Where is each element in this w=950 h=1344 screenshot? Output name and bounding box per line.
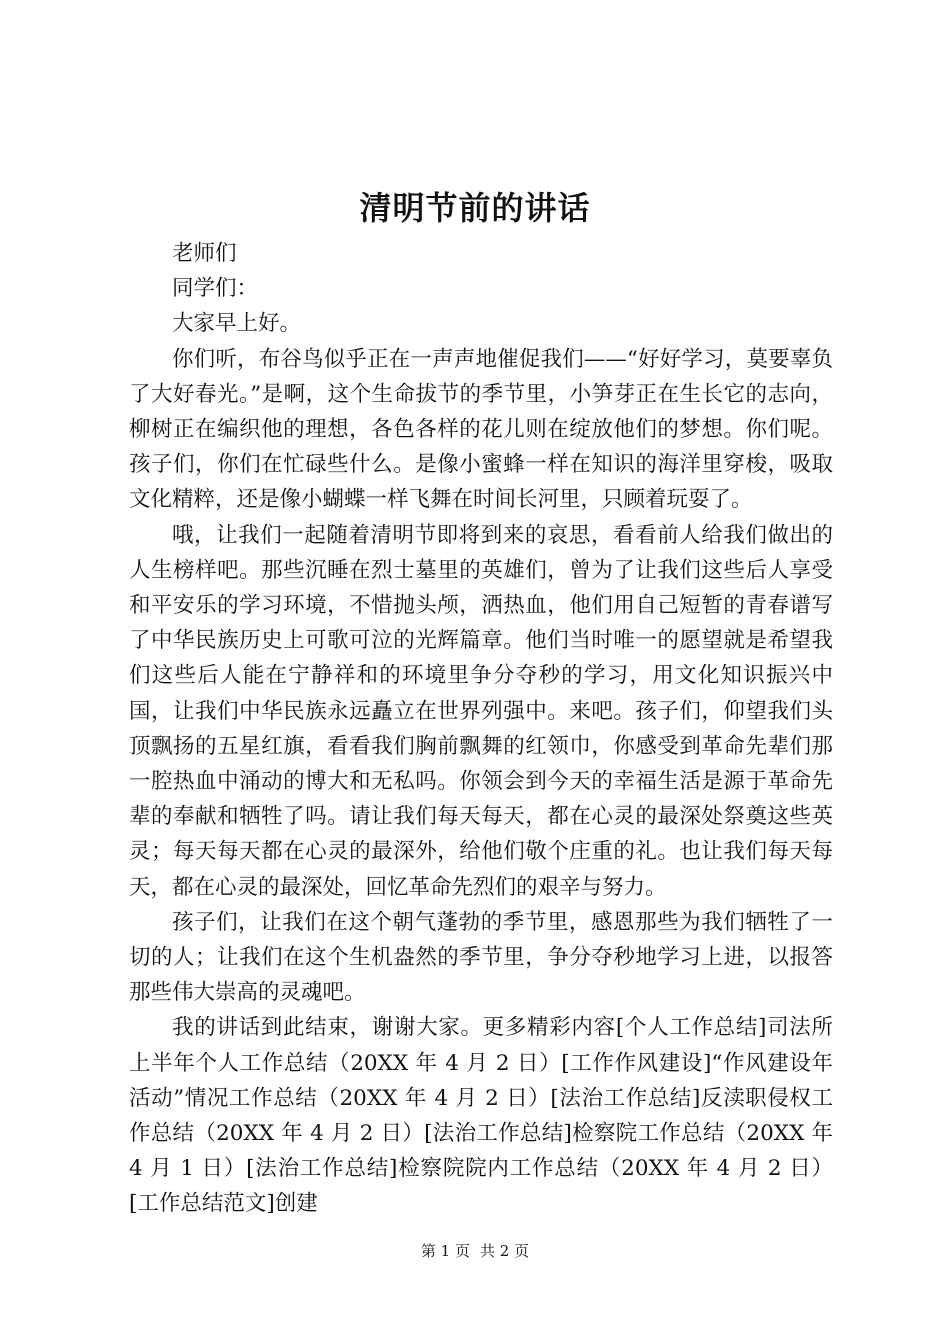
page-footer: [0, 1241, 950, 1261]
page-total: 共 2 页: [480, 1242, 530, 1260]
document-title: 清明节前的讲话: [359, 189, 591, 227]
body-paragraph: 哦，让我们一起随着清明节即将到来的哀思，看看前人给我们做出的人生榜样吧。那些沉睡在烈士墓里的英雄们，曾为了让我们这些后人享受和平安乐的学习环境，不惜抛头颅，洒热血，他们用自己短暂的青春谱写了中华民族历史上可歌可泣的光辉篇章。他们当时唯一的愿望就是希望我们这些后人能在宁静祥和的环境里争分夺秒的学习，用文化知识振兴中国，让我们中华民族永远矗立在世界列强中。来吧。孩子们，仰望我们头顶飘扬的五星红旗，看看我们胸前飘舞的红领巾，你感受到革命先辈们那一腔热血中涌动的博大和无私吗。你领会到今天的幸福生活是源于革命先辈的奉献和牺牲了吗。请让我们每天每天，都在心灵的最深处祭奠这些英灵；每天每天都在心灵的最深外，给他们敬个庄重的礼。也让我们每天每天，都在心灵的最深处，回忆革命先烈们的艰辛与努力。: [129, 522, 833, 900]
greeting: 大家早上好。: [172, 311, 302, 337]
body-paragraph: 孩子们，让我们在这个朝气蓬勃的季节里，感恩那些为我们牺牲了一切的人；让我们在这个生机盎然的季节里，争分夺秒地学习上进，以报答那些伟大崇高的灵魂吧。: [129, 909, 833, 1006]
salutation-teachers: 老师们: [172, 241, 237, 266]
salutation-students: 同学们：: [172, 276, 259, 302]
body-paragraph: 我的讲话到此结束，谢谢大家。更多精彩内容[个人工作总结]司法所上半年个人工作总结（20XX 年 4 月 2 日）[工作作风建设]“作风建设年活动”情况工作总结（20XX 年 4 月 2 日）[法治工作总结]反渎职侵权工作总结（20XX 年 4 月 2 日）[法治工作总结]检察院工作总结（20XX 年 4 月 1 日）[法治工作总结]检察院院内工作总结（20XX 年 4 月 2 日）[工作总结范文]创建: [129, 1015, 833, 1217]
document-body: [129, 236, 833, 1222]
page-number: 第 1 页: [420, 1242, 470, 1260]
body-paragraph: 你们听，布谷鸟似乎正在一声声地催促我们——“好好学习，莫要辜负了大好春光。”是啊，这个生命拔节的季节里，小笋芽正在生长它的志向，柳树正在编织他的理想，各色各样的花儿则在绽放他们的梦想。你们呢。孩子们，你们在忙碌些什么。是像小蜜蜂一样在知识的海洋里穿梭，吸取文化精粹，还是像小蝴蝶一样飞舞在时间长河里，只顾着玩耍了。: [129, 346, 833, 513]
